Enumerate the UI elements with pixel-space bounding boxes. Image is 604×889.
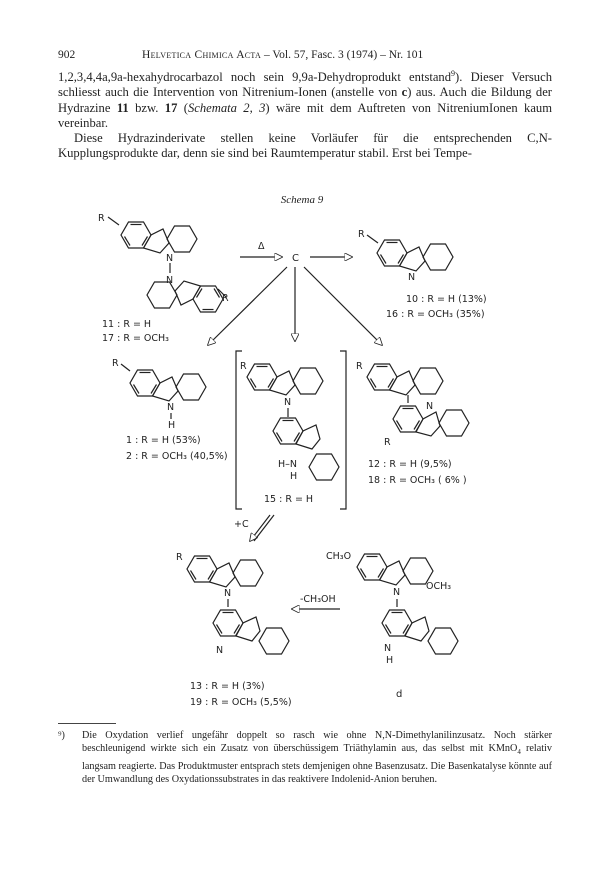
compound-2-label: 2 : R = OCH₃ (40,5%)	[126, 451, 228, 462]
compound-12-18	[356, 361, 469, 486]
compound-18-label: 18 : R = OCH₃ ( 6% )	[368, 475, 467, 486]
h-label: H	[290, 471, 298, 482]
journal-citation: – Vol. 57, Fasc. 3 (1974) – Nr. 101	[261, 49, 424, 61]
n-label: N	[408, 272, 416, 283]
minus-ch3oh-label: -CH₃OH	[300, 594, 336, 605]
footnote-ref: 9	[451, 69, 456, 78]
r-label: R	[98, 213, 105, 224]
p1-text-a: 1,2,3,4,4a,9a-hexahydrocarbazol noch sein 9,9a-Dehydroprodukt entstand	[58, 70, 452, 85]
n-label: N	[393, 587, 401, 598]
compound-10-label: 10 : R = H (13%)	[406, 294, 487, 305]
compound-13-19	[176, 552, 292, 708]
page-header	[58, 49, 552, 63]
r-label: R	[358, 229, 365, 240]
och3-label: OCH₃	[426, 581, 452, 592]
n-label: N	[167, 402, 175, 413]
n-label: N	[166, 275, 174, 286]
r-label: R	[240, 361, 247, 372]
reaction-scheme	[90, 205, 530, 715]
compound-10-16	[358, 229, 487, 320]
footnote-rule	[58, 723, 116, 724]
p1-text-b: ). Dieser Versuch schliesst auch die Intervention von Nitrenium-Ionen (anstelle von	[58, 70, 552, 100]
r-label: R	[356, 361, 363, 372]
plus-c-label: +C	[234, 519, 249, 530]
n-label: N	[224, 588, 232, 599]
intermediate-c: C	[292, 253, 299, 264]
n-label: N	[216, 645, 224, 656]
hn-label: H–N	[278, 459, 297, 470]
schema-title: Schema 9	[280, 194, 324, 206]
h-label: H	[386, 655, 394, 666]
h-label: H	[168, 420, 176, 431]
compound-17-label: 17 : R = OCH₃	[102, 333, 169, 344]
footnote-mark: ⁹)	[58, 730, 65, 741]
footnote-text	[82, 729, 552, 787]
n-label: N	[384, 643, 392, 654]
ref-17: 17	[164, 100, 178, 115]
ref-c: c	[401, 85, 408, 100]
r-label: R	[112, 358, 119, 369]
r-label: R	[384, 437, 391, 448]
compound-d	[326, 551, 458, 700]
p1-text-f: (	[177, 100, 188, 115]
n-label: N	[166, 253, 174, 264]
compound-15	[236, 351, 346, 509]
delta-label: Δ	[258, 241, 265, 252]
ref-schemata: Schemata 2, 3	[187, 100, 266, 115]
r-label: R	[176, 552, 183, 563]
n-label: N	[284, 397, 292, 408]
p1-text-e: bzw.	[128, 100, 165, 115]
footnote-text-b: relativ langsam reagierte. Das Produktmuster entsprach stets demjenigen ohne Basenzusatz. Die Basenkatalyse könnte auf der Umwandlung des Oxydationssubstrates in das reaktivere Indolenid-Anion beruhen.	[82, 743, 552, 786]
p1-text-g: ) wäre mit dem Auftreten von NitreniumIonen kaum vereinbar.	[58, 100, 553, 130]
compound-1-2	[112, 358, 228, 462]
compound-1-label: 1 : R = H (53%)	[126, 435, 201, 446]
compound-13-label: 13 : R = H (3%)	[190, 681, 265, 692]
paragraph-1	[58, 66, 552, 131]
r-label: R	[222, 293, 229, 304]
ch3o-label: CH₃O	[326, 551, 352, 562]
compound-12-label: 12 : R = H (9,5%)	[368, 459, 452, 470]
running-head	[142, 49, 423, 61]
n-label: N	[426, 401, 434, 412]
compound-15-label: 15 : R = H	[264, 494, 314, 505]
compound-16-label: 16 : R = OCH₃ (35%)	[386, 309, 485, 320]
compound-11-label: 11 : R = H	[102, 319, 152, 330]
body-text	[58, 66, 552, 161]
p1-text-d: ) aus. Auch die Bildung der Hydrazine	[58, 85, 552, 115]
journal-name: Helvetica Chimica Acta	[142, 49, 262, 61]
footnote-subscript: 4	[517, 748, 521, 757]
paragraph-2: Diese Hydrazinderivate stellen keine Vorläufer für die entsprechenden C,N-Kupplungsprodukte dar, denn sie sind bei Raumtemperatur stabil. Erst bei Tempe-	[58, 131, 552, 161]
footnote-9	[58, 729, 552, 787]
compound-d-label: d	[396, 689, 403, 700]
ref-11: 11	[116, 100, 129, 115]
compound-19-label: 19 : R = OCH₃ (5,5%)	[190, 697, 292, 708]
footnote-text-a: Die Oxydation verlief ungefähr doppelt so rasch wie ohne N,N-Dimethylanilinzusatz. Noch stärker beschleunigend wirkte sich ein Zusatz von überschüssigem Triäthylamin aus, das selbst mit KMnO	[82, 730, 552, 755]
compound-11-17	[98, 213, 229, 344]
page-number: 902	[58, 49, 76, 61]
